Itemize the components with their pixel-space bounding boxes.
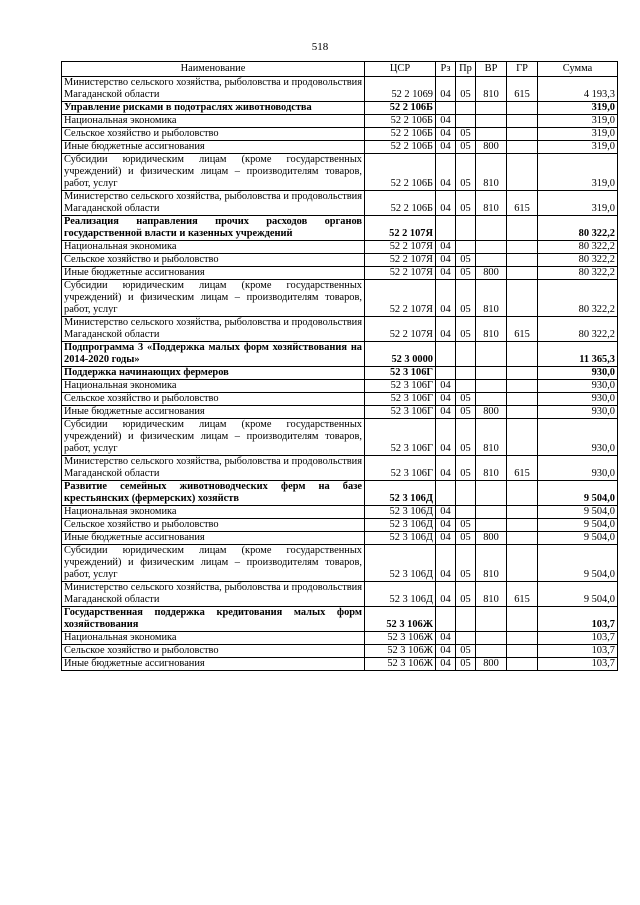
row-name: Субсидии юридическим лицам (кроме государственных учреждений) и физическим лицам – производителям товаров, работ, услуг xyxy=(62,280,365,317)
row-pr: 05 xyxy=(456,154,476,191)
row-rz: 04 xyxy=(436,267,456,280)
row-rz: 04 xyxy=(436,506,456,519)
row-csr: 52 3 106Ж xyxy=(365,632,436,645)
table-row xyxy=(62,115,618,128)
row-gr xyxy=(507,645,538,658)
row-sum: 9 504,0 xyxy=(538,532,618,545)
row-rz: 04 xyxy=(436,658,456,671)
row-rz xyxy=(436,342,456,367)
row-gr: 615 xyxy=(507,317,538,342)
row-vr: 810 xyxy=(476,317,507,342)
row-rz: 04 xyxy=(436,380,456,393)
row-vr xyxy=(476,607,507,632)
row-gr xyxy=(507,481,538,506)
row-pr: 05 xyxy=(456,141,476,154)
table-row xyxy=(62,191,618,216)
row-csr: 52 3 106Д xyxy=(365,582,436,607)
row-sum: 9 504,0 xyxy=(538,481,618,506)
row-name: Национальная экономика xyxy=(62,380,365,393)
row-vr: 800 xyxy=(476,267,507,280)
row-gr xyxy=(507,342,538,367)
table-row xyxy=(62,506,618,519)
row-pr xyxy=(456,481,476,506)
row-sum: 9 504,0 xyxy=(538,519,618,532)
row-gr xyxy=(507,545,538,582)
row-vr xyxy=(476,632,507,645)
row-csr: 52 3 106Г xyxy=(365,393,436,406)
row-gr xyxy=(507,216,538,241)
row-csr: 52 3 106Ж xyxy=(365,607,436,632)
row-vr: 810 xyxy=(476,545,507,582)
row-pr xyxy=(456,216,476,241)
row-pr xyxy=(456,342,476,367)
row-csr: 52 2 106Б xyxy=(365,141,436,154)
row-gr xyxy=(507,532,538,545)
table-row xyxy=(62,456,618,481)
row-name: Сельское хозяйство и рыболовство xyxy=(62,128,365,141)
row-pr: 05 xyxy=(456,280,476,317)
row-rz xyxy=(436,102,456,115)
row-vr xyxy=(476,380,507,393)
row-pr: 05 xyxy=(456,254,476,267)
row-rz: 04 xyxy=(436,241,456,254)
table-row xyxy=(62,582,618,607)
row-sum: 930,0 xyxy=(538,380,618,393)
row-gr xyxy=(507,267,538,280)
row-sum: 80 322,2 xyxy=(538,267,618,280)
row-sum: 103,7 xyxy=(538,632,618,645)
header-pr: Пр xyxy=(456,62,476,77)
row-rz: 04 xyxy=(436,456,456,481)
row-rz: 04 xyxy=(436,154,456,191)
row-csr: 52 3 106Д xyxy=(365,519,436,532)
row-rz: 04 xyxy=(436,317,456,342)
row-gr xyxy=(507,128,538,141)
table-row xyxy=(62,419,618,456)
row-sum: 80 322,2 xyxy=(538,254,618,267)
row-sum: 103,7 xyxy=(538,645,618,658)
row-gr: 615 xyxy=(507,77,538,102)
row-vr: 810 xyxy=(476,154,507,191)
row-gr xyxy=(507,419,538,456)
row-gr xyxy=(507,406,538,419)
row-vr xyxy=(476,128,507,141)
row-csr: 52 3 106Г xyxy=(365,406,436,419)
row-rz: 04 xyxy=(436,393,456,406)
header-gr: ГР xyxy=(507,62,538,77)
row-pr: 05 xyxy=(456,317,476,342)
row-vr xyxy=(476,519,507,532)
row-rz: 04 xyxy=(436,419,456,456)
table-header-row xyxy=(62,62,618,77)
row-pr xyxy=(456,115,476,128)
row-pr xyxy=(456,241,476,254)
row-name: Поддержка начинающих фермеров xyxy=(62,367,365,380)
table-row xyxy=(62,128,618,141)
table-row xyxy=(62,254,618,267)
row-gr: 615 xyxy=(507,456,538,481)
row-gr xyxy=(507,154,538,191)
row-gr xyxy=(507,141,538,154)
row-name: Национальная экономика xyxy=(62,506,365,519)
row-rz: 04 xyxy=(436,645,456,658)
row-rz: 04 xyxy=(436,254,456,267)
row-pr: 05 xyxy=(456,128,476,141)
row-pr: 05 xyxy=(456,393,476,406)
row-vr xyxy=(476,254,507,267)
row-vr xyxy=(476,342,507,367)
table-row xyxy=(62,154,618,191)
row-csr: 52 3 106Д xyxy=(365,532,436,545)
table-row xyxy=(62,406,618,419)
row-csr: 52 2 106Б xyxy=(365,191,436,216)
header-vr: ВР xyxy=(476,62,507,77)
table-row xyxy=(62,380,618,393)
table-row xyxy=(62,645,618,658)
row-gr: 615 xyxy=(507,582,538,607)
table-row xyxy=(62,519,618,532)
table-row xyxy=(62,342,618,367)
row-rz xyxy=(436,216,456,241)
row-name: Государственная поддержка кредитования малых форм хозяйствования xyxy=(62,607,365,632)
table-row xyxy=(62,216,618,241)
table-row xyxy=(62,658,618,671)
budget-table xyxy=(61,61,618,671)
row-name: Иные бюджетные ассигнования xyxy=(62,141,365,154)
row-csr: 52 3 106Д xyxy=(365,545,436,582)
row-sum: 80 322,2 xyxy=(538,241,618,254)
row-csr: 52 2 106Б xyxy=(365,154,436,191)
row-vr xyxy=(476,393,507,406)
row-pr: 05 xyxy=(456,645,476,658)
row-rz: 04 xyxy=(436,406,456,419)
row-vr: 810 xyxy=(476,582,507,607)
row-name: Министерство сельского хозяйства, рыболовства и продовольствия Магаданской области xyxy=(62,77,365,102)
row-csr: 52 3 106Г xyxy=(365,367,436,380)
table-row xyxy=(62,632,618,645)
row-sum: 319,0 xyxy=(538,115,618,128)
row-pr xyxy=(456,102,476,115)
row-sum: 80 322,2 xyxy=(538,280,618,317)
row-vr: 810 xyxy=(476,77,507,102)
row-name: Министерство сельского хозяйства, рыболовства и продовольствия Магаданской области xyxy=(62,191,365,216)
row-rz: 04 xyxy=(436,632,456,645)
table-row xyxy=(62,545,618,582)
row-vr: 800 xyxy=(476,406,507,419)
table-row xyxy=(62,317,618,342)
row-pr: 05 xyxy=(456,267,476,280)
row-gr xyxy=(507,506,538,519)
row-sum: 80 322,2 xyxy=(538,317,618,342)
row-pr: 05 xyxy=(456,545,476,582)
row-rz: 04 xyxy=(436,532,456,545)
table-row xyxy=(62,77,618,102)
row-name: Иные бюджетные ассигнования xyxy=(62,406,365,419)
row-vr: 810 xyxy=(476,191,507,216)
row-vr: 810 xyxy=(476,280,507,317)
row-rz: 04 xyxy=(436,519,456,532)
row-csr: 52 2 107Я xyxy=(365,254,436,267)
row-csr: 52 2 106Б xyxy=(365,128,436,141)
row-csr: 52 3 106Г xyxy=(365,456,436,481)
row-name: Подпрограмма 3 «Поддержка малых форм хозяйствования на 2014-2020 годы» xyxy=(62,342,365,367)
row-vr: 800 xyxy=(476,532,507,545)
row-sum: 9 504,0 xyxy=(538,582,618,607)
row-rz: 04 xyxy=(436,77,456,102)
row-rz xyxy=(436,367,456,380)
table-row xyxy=(62,102,618,115)
row-sum: 11 365,3 xyxy=(538,342,618,367)
table-row xyxy=(62,481,618,506)
row-csr: 52 2 1069 xyxy=(365,77,436,102)
row-vr xyxy=(476,367,507,380)
row-name: Сельское хозяйство и рыболовство xyxy=(62,393,365,406)
row-rz xyxy=(436,481,456,506)
table-row xyxy=(62,393,618,406)
row-name: Министерство сельского хозяйства, рыболовства и продовольствия Магаданской области xyxy=(62,456,365,481)
table-row xyxy=(62,280,618,317)
row-vr: 810 xyxy=(476,419,507,456)
row-name: Субсидии юридическим лицам (кроме государственных учреждений) и физическим лицам – производителям товаров, работ, услуг xyxy=(62,419,365,456)
row-gr xyxy=(507,102,538,115)
row-gr xyxy=(507,115,538,128)
row-name: Иные бюджетные ассигнования xyxy=(62,658,365,671)
row-gr xyxy=(507,380,538,393)
row-gr xyxy=(507,607,538,632)
row-pr: 05 xyxy=(456,456,476,481)
row-name: Сельское хозяйство и рыболовство xyxy=(62,254,365,267)
header-csr: ЦСР xyxy=(365,62,436,77)
row-name: Субсидии юридическим лицам (кроме государственных учреждений) и физическим лицам – производителям товаров, работ, услуг xyxy=(62,545,365,582)
row-sum: 930,0 xyxy=(538,419,618,456)
row-sum: 930,0 xyxy=(538,456,618,481)
row-gr xyxy=(507,367,538,380)
row-csr: 52 2 107Я xyxy=(365,317,436,342)
row-pr xyxy=(456,506,476,519)
row-pr: 05 xyxy=(456,582,476,607)
row-name: Иные бюджетные ассигнования xyxy=(62,267,365,280)
row-vr xyxy=(476,115,507,128)
row-sum: 80 322,2 xyxy=(538,216,618,241)
row-pr: 05 xyxy=(456,658,476,671)
row-vr xyxy=(476,102,507,115)
row-csr: 52 3 106Г xyxy=(365,419,436,456)
table-row xyxy=(62,532,618,545)
row-csr: 52 2 106Б xyxy=(365,115,436,128)
row-pr: 05 xyxy=(456,532,476,545)
table-row xyxy=(62,607,618,632)
row-pr: 05 xyxy=(456,77,476,102)
row-vr: 800 xyxy=(476,141,507,154)
row-gr: 615 xyxy=(507,191,538,216)
row-vr: 810 xyxy=(476,456,507,481)
row-rz xyxy=(436,607,456,632)
table-row xyxy=(62,267,618,280)
row-csr: 52 3 0000 xyxy=(365,342,436,367)
row-gr xyxy=(507,519,538,532)
row-gr xyxy=(507,241,538,254)
row-pr xyxy=(456,632,476,645)
row-sum: 9 504,0 xyxy=(538,506,618,519)
row-rz: 04 xyxy=(436,115,456,128)
row-vr xyxy=(476,645,507,658)
header-rz: Рз xyxy=(436,62,456,77)
row-pr: 05 xyxy=(456,191,476,216)
row-csr: 52 2 107Я xyxy=(365,241,436,254)
row-sum: 319,0 xyxy=(538,128,618,141)
row-gr xyxy=(507,658,538,671)
row-csr: 52 2 106Б xyxy=(365,102,436,115)
row-pr xyxy=(456,380,476,393)
row-name: Национальная экономика xyxy=(62,632,365,645)
row-vr xyxy=(476,481,507,506)
row-gr xyxy=(507,393,538,406)
row-sum: 319,0 xyxy=(538,191,618,216)
row-name: Иные бюджетные ассигнования xyxy=(62,532,365,545)
row-name: Развитие семейных животноводческих ферм на базе крестьянских (фермерских) хозяйств xyxy=(62,481,365,506)
row-vr: 800 xyxy=(476,658,507,671)
row-rz: 04 xyxy=(436,280,456,317)
row-name: Министерство сельского хозяйства, рыболовства и продовольствия Магаданской области xyxy=(62,582,365,607)
row-name: Национальная экономика xyxy=(62,241,365,254)
row-name: Национальная экономика xyxy=(62,115,365,128)
row-csr: 52 3 106Ж xyxy=(365,658,436,671)
row-gr xyxy=(507,632,538,645)
row-name: Управление рисками в подотраслях животноводства xyxy=(62,102,365,115)
row-csr: 52 2 107Я xyxy=(365,216,436,241)
row-vr xyxy=(476,216,507,241)
row-sum: 319,0 xyxy=(538,141,618,154)
row-csr: 52 3 106Ж xyxy=(365,645,436,658)
row-sum: 930,0 xyxy=(538,367,618,380)
row-name: Министерство сельского хозяйства, рыболовства и продовольствия Магаданской области xyxy=(62,317,365,342)
row-pr xyxy=(456,607,476,632)
row-rz: 04 xyxy=(436,128,456,141)
row-name: Субсидии юридическим лицам (кроме государственных учреждений) и физическим лицам – производителям товаров, работ, услуг xyxy=(62,154,365,191)
row-name: Сельское хозяйство и рыболовство xyxy=(62,519,365,532)
header-name: Наименование xyxy=(62,62,365,77)
row-csr: 52 3 106Д xyxy=(365,481,436,506)
row-sum: 9 504,0 xyxy=(538,545,618,582)
header-sum: Сумма xyxy=(538,62,618,77)
row-pr: 05 xyxy=(456,406,476,419)
row-pr xyxy=(456,367,476,380)
row-csr: 52 3 106Г xyxy=(365,380,436,393)
row-name: Сельское хозяйство и рыболовство xyxy=(62,645,365,658)
row-sum: 103,7 xyxy=(538,607,618,632)
row-sum: 319,0 xyxy=(538,102,618,115)
row-sum: 930,0 xyxy=(538,406,618,419)
row-rz: 04 xyxy=(436,191,456,216)
row-gr xyxy=(507,254,538,267)
row-rz: 04 xyxy=(436,141,456,154)
row-csr: 52 2 107Я xyxy=(365,280,436,317)
row-pr: 05 xyxy=(456,519,476,532)
row-name: Реализация направления прочих расходов органов государственной власти и казенных учреждений xyxy=(62,216,365,241)
page-number: 518 xyxy=(311,41,329,53)
row-gr xyxy=(507,280,538,317)
row-sum: 4 193,3 xyxy=(538,77,618,102)
row-rz: 04 xyxy=(436,582,456,607)
row-rz: 04 xyxy=(436,545,456,582)
row-csr: 52 3 106Д xyxy=(365,506,436,519)
table-row xyxy=(62,241,618,254)
table-row xyxy=(62,367,618,380)
row-vr xyxy=(476,506,507,519)
row-sum: 930,0 xyxy=(538,393,618,406)
row-sum: 319,0 xyxy=(538,154,618,191)
table-row xyxy=(62,141,618,154)
row-sum: 103,7 xyxy=(538,658,618,671)
row-vr xyxy=(476,241,507,254)
row-csr: 52 2 107Я xyxy=(365,267,436,280)
row-pr: 05 xyxy=(456,419,476,456)
